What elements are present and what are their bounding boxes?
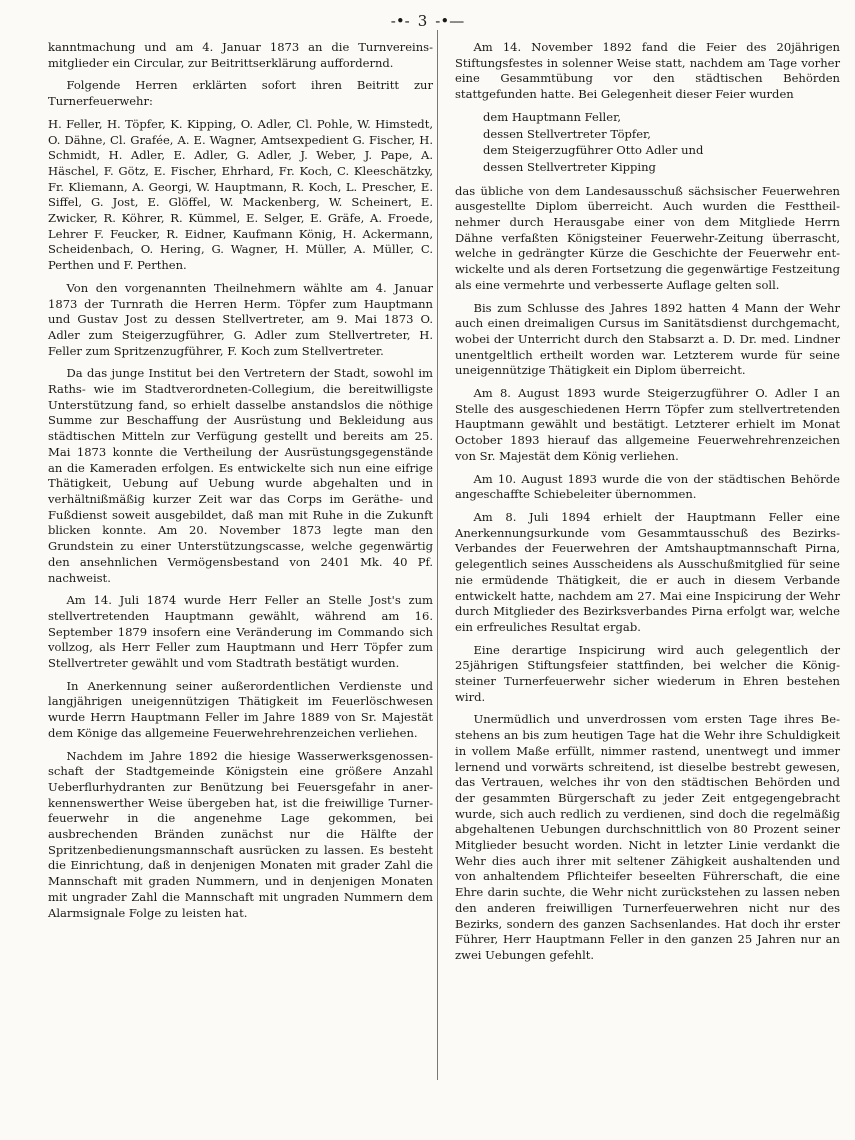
page-number: 3 xyxy=(417,12,428,30)
column-divider xyxy=(437,30,438,1080)
page-header xyxy=(0,8,855,34)
paragraph: In Anerkennung seiner außerordentlichen Verdienste und langjährigen uneigennützigen Thätigkeit im Feuerlöschwesen wurde Herrn Hauptmann Feller im Jahre 1889 von Sr. Majestät dem Könige das allgemeine Feuerwehrehrenzeichen verliehen. xyxy=(48,678,433,740)
paragraph: Folgende Herren erklärten sofort ihren Beitritt zur Turnerfeuerwehr: xyxy=(48,78,433,109)
paragraph: Am 14. Juli 1874 wurde Herr Feller an Stelle Jost's zum stellvertretenden Hauptmann gewählt, während am 16. September 1879 insofern eine Veränderung im Commando sich vollzog, als Herr Feller zum Hauptmann und Herr Töpfer zum Stellvertreter gewählt und vom Stadtrath bestätigt wurden. xyxy=(48,593,433,671)
honoree-line: dessen Stellvertreter Kipping xyxy=(483,159,656,174)
member-list-paragraph: H. Feller, H. Töpfer, K. Kipping, O. Adler, Cl. Pohle, W. Himstedt, O. Dähne, Cl. Grafée, A. E. Wagner, Amtsexpedient G. Fischer, H. Schmidt, H. Adler, E. Adler, G. Adler, J. Weber, J. Pape, A. Häschel, F. Götz, E. Fischer, Ehrhard, Fr. Koch, C. Kleeschätzky, Fr. Kliemann, A. Georgi, W. Hauptmann, R. Koch, L. Prescher, E. Siffel, G. Jost, E. Glöffel, W. Mackenberg, W. Scheinert, E. Zwicker, R. Köhrer, R. Kümmel, E. Selger, E. Gräfe, A. Froede, Lehrer F. Feucker, R. Eidner, Kaufmann König, H. Ackermann, Scheidenbach, O. Hering, G. Wagner, H. Müller, A. Müller, C. Perthen und F. Perthen. xyxy=(48,116,433,273)
paragraph: Am 10. August 1893 wurde die von der städtischen Behörde angeschaffte Schiebeleiter übernommen. xyxy=(455,471,840,502)
paragraph: Nachdem im Jahre 1892 die hiesige Wasserwerksgenossenschaft der Stadtgemeinde Königstein eine größere Anzahl Ueberflurhydranten zur Benützung bei Feuersgefahr in anerkennenswerther Weise übergeben hat, ist die freiwillige Turnerfeuerwehr in die angenehme Lage gekommen, bei ausbrechenden Bränden zunächst nur die Hälfte der Spritzenbedienungsmannschaft ausrücken zu lassen. Es besteht die Einrichtung, daß in denjenigen Monaten mit grader Zahl die Mannschaft mit graden Nummern, und in denjenigen Monaten mit ungrader Zahl die Mannschaft mit ungraden Nummern dem Alarmsignale Folge zu leisten hat. xyxy=(48,748,433,920)
paragraph: Von den vorgenannten Theilnehmern wählte am 4. Januar 1873 der Turnrath die Herren Herm. Töpfer zum Hauptmann und Gustav Jost zu dessen Stellvertreter, am 9. Mai 1873 O. Adler zum Steigerzugführer, G. Adler zum Stellvertreter, H. Feller zum Spritzenzugführer, F. Koch zum Stellvertreter. xyxy=(48,280,433,358)
paragraph: Bis zum Schlusse des Jahres 1892 hatten 4 Mann der Wehr auch einen dreimaligen Cursus im Sanitätsdienst durchgemacht, wobei der Unterricht durch den Stabsarzt a. D. Dr. med. Lindner unentgeltlich ertheilt worden war. Letzterem wurde für seine uneigennützige Thätigkeit ein Diplom überreicht. xyxy=(455,300,840,378)
paragraph: Am 14. November 1892 fand die Feier des 20jährigen Stiftungsfestes in solenner Weise statt, nachdem am Tage vorher eine Gesammtübung vor den städtischen Behörden stattgefunden hatte. Bei Gelegenheit dieser Feier wurden xyxy=(455,40,840,102)
header-ornament-right: -•— xyxy=(435,12,465,30)
honoree-line: dessen Stellvertreter Töpfer, xyxy=(483,126,651,141)
paragraph: Eine derartige Inspicirung wird auch gelegentlich der 25jährigen Stiftungsfeier stattfinden, bei welcher die Königsteiner Turnerfeuerwehr sicher wiederum in Ehren bestehen wird. xyxy=(455,642,840,704)
paragraph: das übliche von dem Landesausschuß sächsischer Feuerwehren ausgestellte Diplom überreicht. Auch wurden die Festtheilnehmer durch Herausgabe einer von dem Mitgliede Herrn Dähne verfaßten Königsteiner Feuerwehr-Zeitung überrascht, welche in gedrängter Kürze die Geschichte der Feuerwehr entwickelte und als deren Fortsetzung die gegenwärtige Festzeitung als eine vermehrte und verbesserte Auflage gelten soll. xyxy=(455,183,840,292)
right-column xyxy=(455,40,840,971)
paragraph: Da das junge Institut bei den Vertretern der Stadt, sowohl im Raths- wie im Stadtverordneten-Collegium, die bereitwilligste Unterstützung fand, so erhielt dasselbe anstandslos die nöthige Summe zur Beschaffung der Ausrüstung und Bekleidung aus städtischen Mitteln zur Verfügung gestellt und bereits am 25. Mai 1873 konnte die Vertheilung der Ausrüstungsgegenstände an die Kameraden erfolgen. Es entwickelte sich nun eine eifrige Thätigkeit, Uebung auf Uebung wurde abgehalten und in verhältnißmäßig kurzer Zeit war das Corps im Geräthe- und Fußdienst soweit ausgebildet, daß man mit Ruhe in die Zukunft blicken konnte. Am 20. November 1873 legte man den Grundstein zu einer Unterstützungscasse, welche gegenwärtig den ansehnlichen Vermögensbestand von 2401 Mk. 40 Pf. nachweist. xyxy=(48,366,433,585)
paragraph: Am 8. Juli 1894 erhielt der Hauptmann Feller eine Anerkennungsurkunde vom Gesammtausschuß des BezirksVerbandes der Feuerwehren der Amtshauptmannschaft Pirna, gelegentlich seines Ausscheidens als Ausschußmitglied für seine nie ermüdende Thätigkeit, die er auch in diesem Verbande entwickelt hatte, nachdem am 27. Mai eine Inspicirung der Wehr durch Mitglieder des Bezirksverbandes Pirna erfolgt war, welche ein erfreuliches Resultat ergab. xyxy=(455,509,840,634)
header-ornament-left: -•- xyxy=(390,12,410,30)
honoree-line: dem Hauptmann Feller, xyxy=(483,109,621,124)
paragraph: kanntmachung und am 4. Januar 1873 an die Turnvereinsmitglieder ein Circular, zur Beitrittserklärung auffordernd. xyxy=(48,40,433,70)
honoree-line: dem Steigerzugführer Otto Adler und xyxy=(483,143,704,158)
honoree-list xyxy=(483,110,840,176)
paragraph: Am 8. August 1893 wurde Steigerzugführer O. Adler I an Stelle des ausgeschiedenen Herrn Töpfer zum stellvertretenden Hauptmann gewählt und bestätigt. Letzterer erhielt im Monat October 1893 hierauf das allgemeine Feuerwehrehrenzeichen von Sr. Majestät dem König verliehen. xyxy=(455,386,840,463)
paragraph: Unermüdlich und unverdrossen vom ersten Tage ihres Bestehens an bis zum heutigen Tage hat die Wehr ihre Schuldigkeit in vollem Maße erfüllt, nimmer rastend, unentwegt und immer lernend und vorwärts schreitend, ist dieselbe bestrebt gewesen, das Vertrauen, welches ihr von den städtischen Behörden und der gesammten Bürgerschaft zu jeder Zeit entgegengebracht wurde, sich auch redlich zu verdienen, sind doch die regelmäßig abgehaltenen Uebungen durchschnittlich von 80 Prozent seiner Mitglieder besucht worden. Nicht in letzter Linie verdankt die Wehr dies auch ihrer mit seltener Zähigkeit aushaltenden und von anhaltendem Pflichteifer beseelten Führerschaft, die eine Ehre darin suchte, die Wehr nicht zurückstehen zu lassen neben den anderen freiwilligen Turnerfeuerwehren nicht nur des Bezirks, sondern des ganzen Sachsenlandes. Hat doch ihr erster Führer, Herr Hauptmann Feller in den ganzen 25 Jahren nur an zwei Uebungen gefehlt. xyxy=(455,712,840,962)
left-column xyxy=(48,40,433,928)
